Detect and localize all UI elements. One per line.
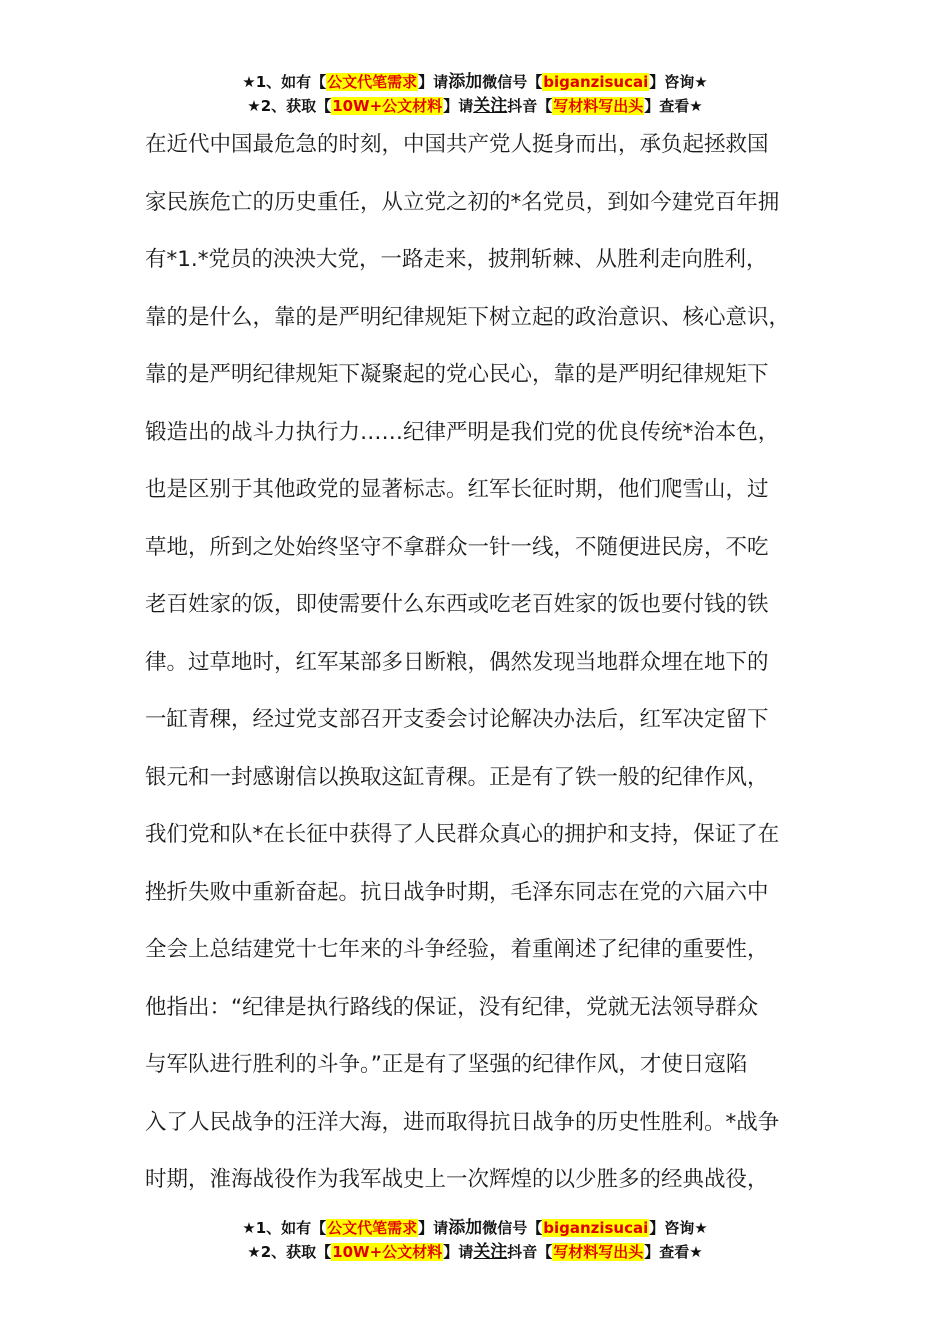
banner-line-1: [0, 1216, 950, 1240]
body-line: 挫折失败中重新奋起。抗日战争时期，毛泽东同志在党的六届六中: [145, 879, 769, 905]
banner-emphasis: 添加: [448, 72, 483, 92]
body-line: 靠的是什么，靠的是严明纪律规矩下树立起的政治意识、核心意识，: [145, 304, 791, 330]
body-line: 时期，淮海战役作为我军战史上一次辉煌的以少胜多的经典战役，: [145, 1167, 769, 1192]
banner-line-2: [0, 94, 950, 118]
body-line: 我们党和队*在长征中获得了人民群众真心的拥护和支持，保证了在: [145, 822, 780, 847]
document-body: [145, 116, 835, 1209]
banner-text: ★2、获取【: [247, 1243, 332, 1261]
highlight-wechat-id: biganzisucai: [543, 1219, 649, 1237]
banner-text: 抖音【: [507, 1243, 553, 1261]
footer-banner: [0, 1216, 950, 1264]
body-line: 全会上总结建党十七年来的斗争经验，着重阐述了纪律的重要性，: [145, 937, 769, 962]
highlight-service: 公文代笔需求: [327, 1219, 418, 1237]
body-line: 他指出：“纪律是执行路线的保证，没有纪律，党就无法领导群众: [145, 994, 759, 1020]
banner-text: 】请: [418, 1219, 449, 1237]
body-line: 草地，所到之处始终坚守不拿群众一针一线，不随便进民房，不吃: [145, 534, 769, 560]
body-line: 也是区别于其他政党的显著标志。红军长征时期，他们爬雪山，过: [145, 477, 769, 502]
body-line: 老百姓家的饭，即使需要什么东西或吃老百姓家的饭也要付钱的铁: [145, 592, 769, 617]
highlight-materials: 10W+公文材料: [332, 97, 443, 115]
highlight-service: 公文代笔需求: [327, 73, 418, 91]
highlight-douyin-account: 写材料写出头: [553, 97, 644, 115]
banner-text: 】咨询★: [649, 1219, 708, 1237]
highlight-douyin-account: 写材料写出头: [553, 1243, 644, 1261]
banner-text: ★1、如有【: [242, 1219, 327, 1237]
banner-line-2: [0, 1240, 950, 1264]
body-line: 家民族危亡的历史重任，从立党之初的*名党员，到如今建党百年拥: [145, 189, 780, 215]
body-line: 银元和一封感谢信以换取这缸青稞。正是有了铁一般的纪律作风，: [145, 764, 769, 790]
banner-text: 】请: [443, 1243, 474, 1261]
banner-line-1: [0, 70, 950, 94]
banner-text: 】请: [418, 73, 449, 91]
banner-emphasis: 关注: [473, 96, 508, 116]
banner-text: 】请: [443, 97, 474, 115]
body-line: 锻造出的战斗力执行力……纪律严明是我们党的优良传统*治本色，: [145, 419, 780, 445]
body-line: 有*1.*党员的泱泱大党，一路走来，披荆斩棘、从胜利走向胜利，: [145, 247, 768, 272]
highlight-wechat-id: biganzisucai: [543, 73, 649, 91]
body-line: 靠的是严明纪律规矩下凝聚起的党心民心，靠的是严明纪律规矩下: [145, 362, 769, 387]
banner-emphasis: 关注: [473, 1242, 508, 1262]
body-line: 入了人民战争的汪洋大海，进而取得抗日战争的历史性胜利。*战争: [145, 1109, 780, 1135]
banner-emphasis: 添加: [448, 1218, 483, 1238]
banner-text: 微信号【: [482, 73, 543, 91]
banner-text: 】查看★: [644, 97, 703, 115]
header-banner: [0, 70, 950, 118]
body-line: 律。过草地时，红军某部多日断粮，偶然发现当地群众埋在地下的: [145, 649, 769, 675]
banner-text: 】查看★: [644, 1243, 703, 1261]
banner-text: 抖音【: [507, 97, 553, 115]
body-line: 与军队进行胜利的斗争。”正是有了坚强的纪律作风，才使日寇陷: [145, 1052, 748, 1077]
banner-text: ★2、获取【: [247, 97, 332, 115]
highlight-materials: 10W+公文材料: [332, 1243, 443, 1261]
banner-text: 微信号【: [482, 1219, 543, 1237]
banner-text: 】咨询★: [649, 73, 708, 91]
banner-text: ★1、如有【: [242, 73, 327, 91]
body-line: 一缸青稞，经过党支部召开支委会讨论解决办法后，红军决定留下: [145, 707, 769, 732]
body-line: 在近代中国最危急的时刻，中国共产党人挺身而出，承负起拯救国: [145, 132, 769, 157]
